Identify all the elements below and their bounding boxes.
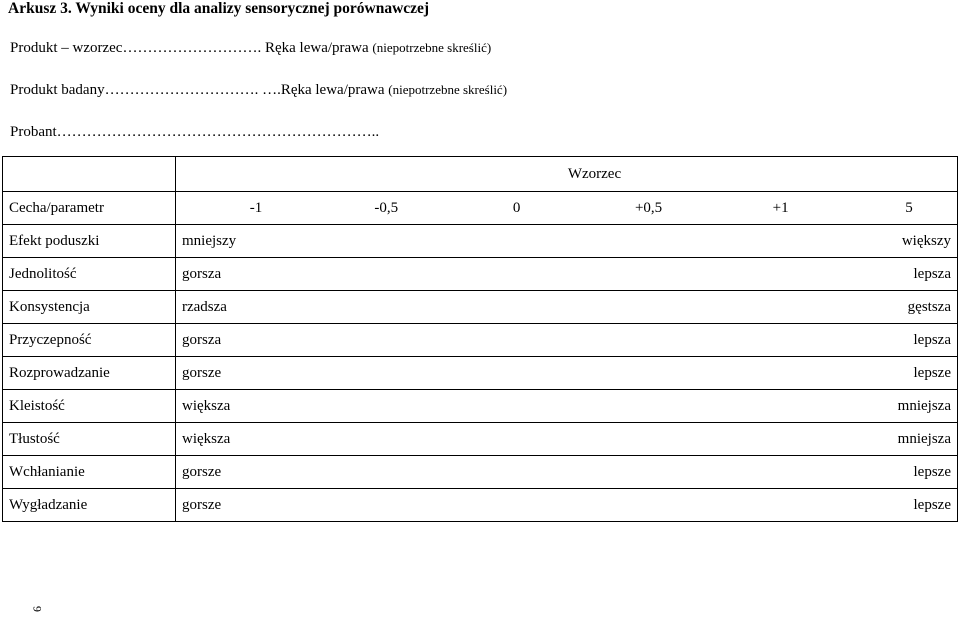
scale-value: 0	[512, 199, 521, 216]
low-end-label: mniejszy	[182, 232, 237, 249]
high-end-label: większy	[901, 232, 951, 249]
low-end-label: gorsze	[182, 463, 222, 480]
high-end-label: lepsze	[913, 463, 951, 480]
param-scale-cell	[176, 258, 958, 291]
header-empty-cell	[3, 157, 176, 192]
low-end-label: gorsze	[182, 364, 222, 381]
high-end-label: lepsza	[913, 331, 951, 348]
table-row	[3, 390, 958, 423]
param-name-cell: Przyczepność	[3, 324, 176, 357]
param-name-cell: Rozprowadzanie	[3, 357, 176, 390]
evaluation-table	[2, 156, 958, 522]
param-scale-ends	[182, 233, 951, 250]
produkt-badany-note: (niepotrzebne skreślić)	[388, 82, 508, 97]
param-name-cell: Wchłanianie	[3, 456, 176, 489]
scale-value: +0,5	[634, 199, 663, 216]
table-row	[3, 423, 958, 456]
produkt-wzorzec-note: (niepotrzebne skreślić)	[372, 40, 492, 55]
high-end-label: gęstsza	[907, 298, 951, 315]
scale-value: -0,5	[374, 199, 399, 216]
produkt-wzorzec-text: Produkt – wzorzec………………………. Ręka lewa/prawa	[10, 40, 369, 56]
param-scale-ends	[182, 497, 951, 514]
param-scale-cell	[176, 423, 958, 456]
table-row	[3, 258, 958, 291]
table-row	[3, 357, 958, 390]
param-scale-ends	[182, 365, 951, 382]
param-name-cell: Tłustość	[3, 423, 176, 456]
low-end-label: większa	[182, 397, 231, 414]
param-label-cell: Cecha/parametr	[3, 192, 176, 225]
param-scale-ends	[182, 299, 951, 316]
high-end-label: lepsze	[913, 496, 951, 513]
param-scale-cell	[176, 324, 958, 357]
low-end-label: gorsze	[182, 496, 222, 513]
table-row	[3, 489, 958, 522]
page-number: 6	[30, 606, 44, 612]
high-end-label: mniejsza	[897, 430, 951, 447]
low-end-label: rzadsza	[182, 298, 227, 315]
param-name-cell: Efekt poduszki	[3, 225, 176, 258]
param-name-cell: Kleistość	[3, 390, 176, 423]
param-scale-cell	[176, 291, 958, 324]
high-end-label: lepsza	[913, 265, 951, 282]
header-wzorzec-cell	[176, 157, 958, 192]
scale-value: -1	[249, 199, 263, 216]
param-scale-ends	[182, 266, 951, 283]
param-scale-cell	[176, 357, 958, 390]
table-row	[3, 456, 958, 489]
high-end-label: mniejsza	[897, 397, 951, 414]
low-end-label: gorsza	[182, 265, 222, 282]
table-row	[3, 291, 958, 324]
scale-values	[176, 200, 957, 217]
param-name-cell: Konsystencja	[3, 291, 176, 324]
param-scale-cell	[176, 456, 958, 489]
table-row	[3, 324, 958, 357]
param-scale-cell	[176, 489, 958, 522]
scale-cell	[176, 192, 958, 225]
param-scale-cell	[176, 225, 958, 258]
probant-line: Probant………………………………………………………..	[10, 124, 380, 140]
param-scale-ends	[182, 464, 951, 481]
param-scale-ends	[182, 398, 951, 415]
table-header-row	[3, 157, 958, 192]
param-name-cell: Wygładzanie	[3, 489, 176, 522]
produkt-wzorzec-line	[10, 40, 491, 57]
low-end-label: gorsza	[182, 331, 222, 348]
param-scale-ends	[182, 431, 951, 448]
scale-row	[3, 192, 958, 225]
low-end-label: większa	[182, 430, 231, 447]
produkt-badany-text: Produkt badany…………………………. ….Ręka lewa/prawa	[10, 82, 385, 98]
high-end-label: lepsze	[913, 364, 951, 381]
param-scale-ends	[182, 332, 951, 349]
table-row	[3, 225, 958, 258]
produkt-badany-line	[10, 82, 507, 99]
wzorzec-label: Wzorzec	[567, 165, 622, 182]
param-name-cell: Jednolitość	[3, 258, 176, 291]
scale-value: 5	[905, 199, 913, 216]
param-scale-cell	[176, 390, 958, 423]
document-title: Arkusz 3. Wyniki oceny dla analizy sensorycznej porównawczej	[8, 0, 430, 17]
scale-value: +1	[772, 199, 789, 216]
